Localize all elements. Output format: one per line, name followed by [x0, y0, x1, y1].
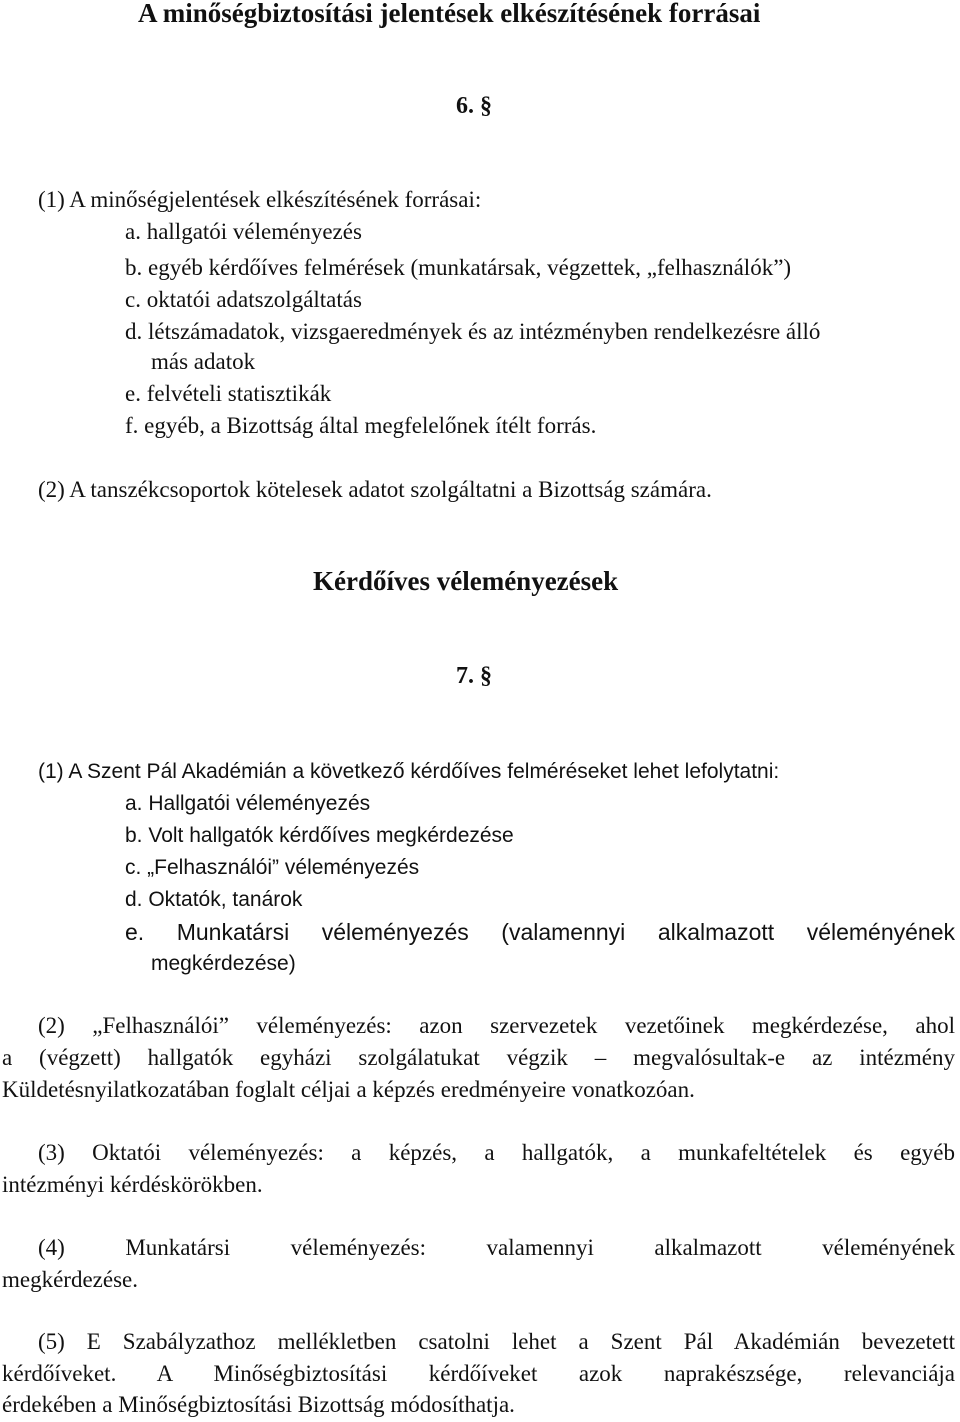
list-item: f. egyéb, a Bizottság által megfelelőnek ítélt forrás.	[125, 413, 597, 438]
section-7-para-2-line-3: Küldetésnyilatkozatában foglalt céljai a képzés eredményeire vonatkozóan.	[2, 1077, 695, 1102]
list-item: e. felvételi statisztikák	[125, 381, 332, 406]
list-item: megkérdezése)	[151, 952, 296, 975]
document-title: A minőségbiztosítási jelentések elkészítésének forrásai	[138, 0, 761, 28]
section-7-para-1-intro: (1) A Szent Pál Akadémián a következő kérdőíves felméréseket lehet lefolytatni:	[38, 760, 780, 783]
list-item: a. hallgatói véleményezés	[125, 219, 362, 244]
section-7-para-2-line-1: (2) „Felhasználói” véleményezés: azon szervezetek vezetőinek megkérdezése, ahol	[38, 1013, 955, 1038]
section-7-para-4-line-1: (4) Munkatársi véleményezés: valamennyi alkalmazott véleményének	[38, 1235, 955, 1260]
list-item: a. Hallgatói véleményezés	[125, 792, 371, 815]
section-6-heading: 6. §	[456, 93, 492, 119]
section-7-para-3-line-1: (3) Oktatói véleményezés: a képzés, a hallgatók, a munkafeltételek és egyéb	[38, 1140, 955, 1165]
list-item: más adatok	[151, 349, 256, 374]
section-7-para-4-line-2: megkérdezése.	[2, 1267, 139, 1292]
section-6-para-2: (2) A tanszékcsoportok kötelesek adatot szolgáltatni a Bizottság számára.	[38, 477, 712, 502]
section-7-para-5-line-2: kérdőíveket. A Minőségbiztosítási kérdőíveket azok naprakészsége, relevanciája	[2, 1361, 955, 1386]
list-item: b. Volt hallgatók kérdőíves megkérdezése	[125, 824, 514, 847]
list-item: e. Munkatársi véleményezés (valamennyi alkalmazott véleményének	[125, 919, 955, 945]
list-item: c. „Felhasználói” véleményezés	[125, 856, 420, 879]
section-6-para-1-intro: (1) A minőségjelentések elkészítésének forrásai:	[38, 187, 482, 212]
section-7-para-3-line-2: intézményi kérdéskörökben.	[2, 1172, 263, 1197]
list-item: c. oktatói adatszolgáltatás	[125, 287, 362, 312]
section-7-para-5-line-3: érdekében a Minőségbiztosítási Bizottság módosíthatja.	[2, 1392, 515, 1417]
list-item: b. egyéb kérdőíves felmérések (munkatársak, végzettek, „felhasználók”)	[125, 255, 792, 280]
chapter-heading: Kérdőíves véleményezések	[313, 566, 619, 596]
section-7-para-2-line-2: a (végzett) hallgatók egyházi szolgálatukat végzik – megvalósultak-e az intézmény	[2, 1045, 955, 1070]
list-item: d. Oktatók, tanárok	[125, 888, 303, 911]
section-7-heading: 7. §	[456, 663, 492, 689]
list-item: d. létszámadatok, vizsgaeredmények és az intézményben rendelkezésre álló	[125, 319, 821, 344]
section-7-para-5-line-1: (5) E Szabályzathoz mellékletben csatolni lehet a Szent Pál Akadémián bevezetett	[38, 1329, 955, 1354]
